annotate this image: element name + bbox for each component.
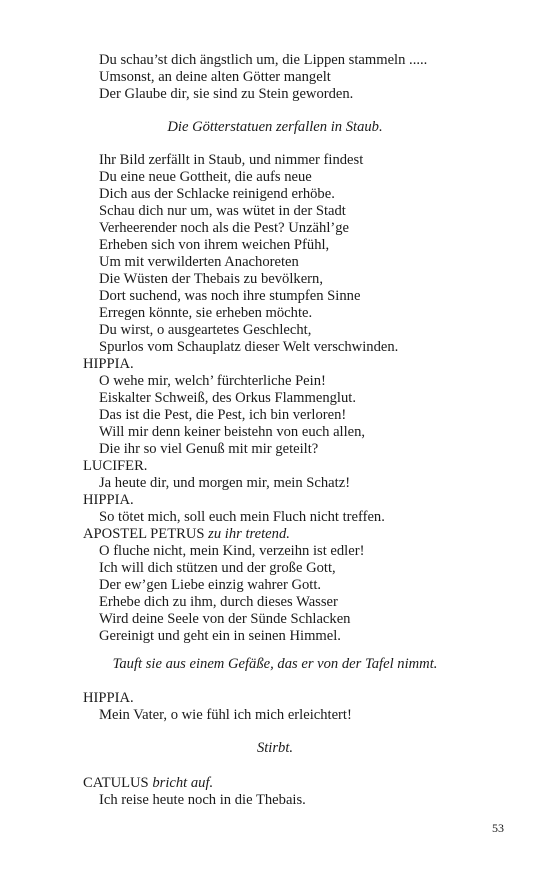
speaker-name-text: CATULUS	[83, 775, 149, 791]
verse-line: Der ew’gen Liebe einzig wahrer Gott.	[99, 577, 322, 593]
page-number: 53	[492, 821, 504, 835]
speaker-name	[83, 775, 213, 792]
verse-line: Eiskalter Schweiß, des Orkus Flammenglut.	[99, 390, 356, 406]
verse-line: Die ihr so viel Genuß mit mir geteilt?	[99, 441, 319, 457]
speaker-name	[83, 526, 290, 543]
speaker-name: HIPPIA.	[83, 356, 134, 372]
verse-line: Dich aus der Schlacke reinigend erhöbe.	[99, 186, 335, 202]
speaker-name: HIPPIA.	[83, 492, 134, 508]
speaker-direction: bricht auf.	[152, 775, 214, 791]
verse-line: Erhebe dich zu ihm, durch dieses Wasser	[99, 594, 338, 610]
verse-line: Du eine neue Gottheit, die aufs neue	[99, 169, 312, 185]
verse-line: Wird deine Seele von der Sünde Schlacken	[99, 611, 351, 627]
verse-line: So tötet mich, soll euch mein Fluch nicht treffen.	[99, 509, 385, 525]
verse-line: Erregen könnte, sie erheben möchte.	[99, 305, 313, 321]
verse-line: Erheben sich von ihrem weichen Pfühl,	[99, 237, 330, 253]
speaker-direction: zu ihr tretend.	[208, 526, 290, 542]
verse-line: Spurlos vom Schauplatz dieser Welt verschwinden.	[99, 339, 399, 355]
verse-line: Will mir denn keiner beistehn von euch allen,	[99, 424, 366, 440]
stage-direction: Die Götterstatuen zerfallen in Staub.	[167, 119, 383, 135]
verse-line: Ich reise heute noch in die Thebais.	[99, 792, 306, 808]
verse-line: Die Wüsten der Thebais zu bevölkern,	[99, 271, 323, 287]
verse-line: Schau dich nur um, was wütet in der Stadt	[99, 203, 346, 219]
verse-line: Ihr Bild zerfällt in Staub, und nimmer findest	[99, 152, 364, 168]
verse-line: O wehe mir, welch’ fürchterliche Pein!	[99, 373, 326, 389]
speaker-name: LUCIFER.	[83, 458, 148, 474]
verse-line: Ja heute dir, und morgen mir, mein Schatz!	[99, 475, 351, 491]
speaker-name-text: APOSTEL PETRUS	[83, 526, 205, 542]
verse-line: Das ist die Pest, die Pest, ich bin verloren!	[99, 407, 347, 423]
stage-direction: Tauft sie aus einem Gefäße, das er von der Tafel nimmt.	[112, 656, 438, 672]
stage-direction: Stirbt.	[256, 740, 294, 756]
verse-line: Der Glaube dir, sie sind zu Stein geworden.	[99, 86, 354, 102]
verse-line: Verheerender noch als die Pest? Unzähl’ge	[99, 220, 350, 236]
speaker-name: HIPPIA.	[83, 690, 134, 706]
verse-line: Um mit verwilderten Anachoreten	[99, 254, 299, 270]
verse-line: Du schau’st dich ängstlich um, die Lippen stammeln .....	[99, 52, 428, 68]
verse-line: Gereinigt und geht ein in seinen Himmel.	[99, 628, 341, 644]
verse-line: O fluche nicht, mein Kind, verzeihn ist edler!	[99, 543, 365, 559]
verse-line: Umsonst, an deine alten Götter mangelt	[99, 69, 331, 85]
verse-line: Du wirst, o ausgeartetes Geschlecht,	[99, 322, 312, 338]
verse-line: Dort suchend, was noch ihre stumpfen Sinne	[99, 288, 361, 304]
verse-line: Ich will dich stützen und der große Gott,	[99, 560, 336, 576]
verse-line: Mein Vater, o wie fühl ich mich erleichtert!	[99, 707, 352, 723]
